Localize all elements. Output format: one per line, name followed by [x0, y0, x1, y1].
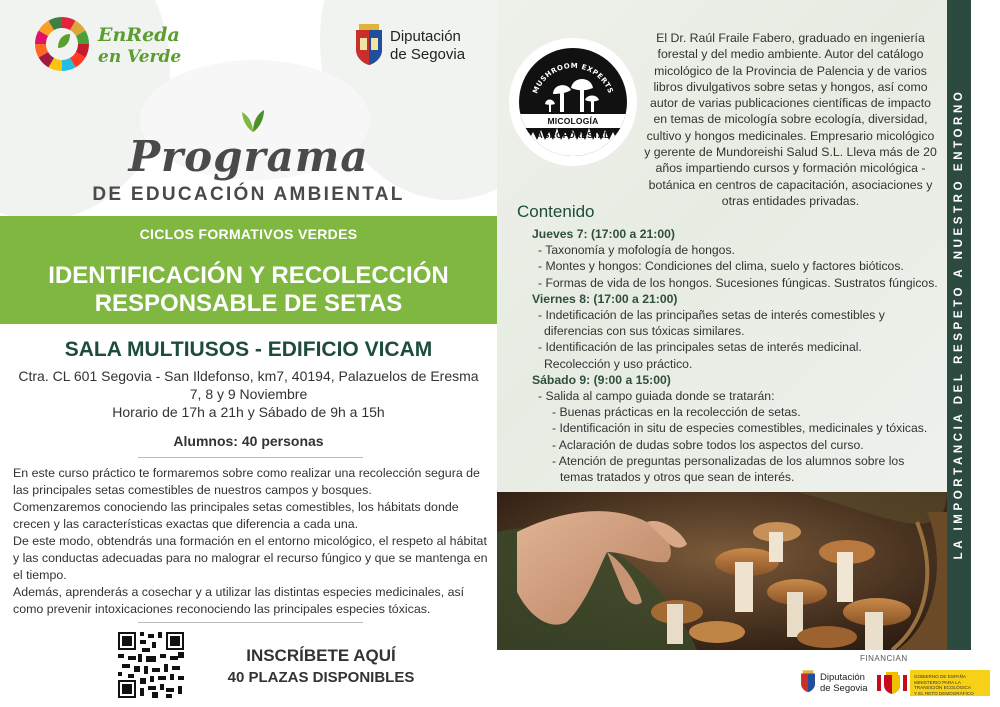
- description-paragraph: Comenzaremos conociendo las principales setas comestibles, los hábitats donde crecen y las características exactas que diferencia a cada una.: [13, 500, 459, 531]
- content-subitem-continued: temas tratados y otros que sean de interés.: [560, 470, 795, 485]
- left-panel: [0, 0, 497, 707]
- sdg-wheel-icon: [32, 14, 92, 74]
- day-heading: Sábado 9: (9:00 a 15:00): [532, 372, 671, 387]
- course-schedule: Horario de 17h a 21h y Sábado de 9h a 15h: [112, 404, 385, 420]
- content-item-continued: Recolección y uso práctico.: [544, 356, 693, 371]
- venue-name: SALA MULTIUSOS - EDIFICIO VICAM: [64, 338, 433, 361]
- slogan-text: LA IMPORTANCIA DEL RESPETO A NUESTRO ENTORNO: [953, 88, 965, 560]
- description-paragraph: Además, aprenderás a cosechar y a utilizar las distintas especies medicinales, así como prevenir intoxicaciones reconociendo las principales especies tóxicas.: [13, 585, 465, 616]
- course-content: [532, 226, 942, 485]
- diputacion-logo-line2: de Segovia: [390, 46, 466, 63]
- instructor-bio: El Dr. Raúl Fraile Fabero, graduado en ingeniería forestal y del medio ambiente. Autor del catálogo micológico de la Provincia de Palencia y de varios libros divulgativos sobre setas y hongos, así como autor de varias publicaciones científicas de impacto en temas de micología sobre ecología, diversidad, cultivo y hongos medicinales. Empresario micológico y gerente de Mundoreishi Salud S.L. Lleva más de 20 años impartiendo cursos y formación micológica - botánica en centros de capacitación, asociaciones y otras entidades privadas.: [644, 31, 937, 208]
- financian-label: FINANCIAN: [860, 654, 908, 663]
- content-item: - Identificación de las principales setas de interés medicinal.: [538, 340, 862, 355]
- enreda-logo-line1: EnReda: [98, 24, 180, 46]
- diputacion-logo-text: [390, 28, 465, 64]
- diputacion-segovia-logo: [354, 24, 484, 72]
- segovia-shield-icon: [354, 24, 384, 66]
- program-title: Programa: [128, 132, 369, 181]
- course-title-line1: IDENTIFICACIÓN Y RECOLECCIÓN: [48, 262, 449, 289]
- description-paragraph: En este curso práctico te formaremos sobre como realizar una recolección segura de las principales setas comestibles de nuestros campos y bosques.: [13, 466, 480, 497]
- mushroom-basket-photo: [497, 492, 947, 650]
- content-item: - Taxonomía y mofología de hongos.: [538, 243, 735, 258]
- course-title: [0, 262, 497, 318]
- venue-details: [0, 367, 497, 421]
- description-paragraph: De este modo, obtendrás una formación en el entorno micológico, el respeto al hábitat y las conductas adecuadas para no malograr el recurso fúngico y que se mantenga en el tiempo.: [13, 534, 488, 582]
- places-available: 40 PLAZAS DISPONIBLES: [227, 669, 415, 686]
- footer-diputacion-line1: Diputación: [820, 672, 865, 683]
- content-subitem: - Identificación in situ de especies comestibles, medicinales y tóxicas.: [552, 421, 928, 436]
- gobierno-text: [914, 674, 988, 696]
- segovia-shield-icon: [800, 670, 816, 693]
- gobierno-line1: GOBIERNO DE ESPAÑA: [914, 674, 966, 679]
- badge-arc-text: MUSHROOM EXPERTS: [531, 61, 615, 95]
- diputacion-logo-line1: Diputación: [390, 28, 461, 45]
- course-title-line2: RESPONSABLE DE SETAS: [94, 290, 403, 317]
- footer-diputacion-line2: de Segovia: [820, 683, 868, 694]
- content-item: - Salida al campo guiada donde se tratarán:: [538, 389, 775, 404]
- register-cta[interactable]: [206, 645, 436, 689]
- divider: [138, 457, 363, 458]
- gobierno-line3: Y EL RETO DEMOGRÁFICO: [914, 690, 974, 696]
- content-subitem: - Buenas prácticas en la recolección de setas.: [552, 405, 801, 420]
- contenido-heading: Contenido: [517, 202, 595, 221]
- vertical-slogan-strip: [947, 0, 971, 650]
- enreda-logo-line2: en Verde: [98, 47, 182, 67]
- footer-diputacion-text: [820, 672, 868, 694]
- course-dates: 7, 8 y 9 Noviembre: [189, 386, 308, 402]
- micologia-agroforestal-badge: [509, 38, 637, 166]
- content-subitem: - Aclaración de dudas sobre todos los aspectos del curso.: [552, 437, 864, 452]
- right-panel: [497, 0, 947, 492]
- gobierno-espana-logo: [874, 670, 990, 696]
- venue-address: Ctra. CL 601 Segovia - San Ildefonso, km7, 40194, Palazuelos de Eresma: [18, 368, 479, 384]
- sprout-icon: [240, 108, 266, 134]
- register-label: INSCRÍBETE AQUÍ: [246, 646, 396, 665]
- students-count: Alumnos: 40 personas: [173, 433, 324, 449]
- content-item: - Formas de vida de los hongos. Sucesiones fúngicas. Sustratos fúngicos.: [538, 275, 938, 290]
- enreda-en-verde-logo: [32, 14, 182, 78]
- gobierno-line2: MINISTERIO PARA LA TRANSICIÓN ECOLÓGICA: [914, 679, 971, 691]
- svg-text:MUSHROOM EXPERTS: [531, 62, 614, 95]
- day-heading: Viernes 8: (17:00 a 21:00): [532, 291, 678, 306]
- qr-code-icon[interactable]: [118, 632, 184, 698]
- day-heading: Jueves 7: (17:00 a 21:00): [532, 227, 675, 241]
- badge-label: MICOLOGÍA AGROFORESTAL: [519, 114, 627, 128]
- program-subtitle: DE EDUCACIÓN AMBIENTAL: [92, 184, 405, 205]
- spain-coat-of-arms-icon: [874, 670, 910, 696]
- course-description: [13, 465, 493, 618]
- footer-diputacion-logo: [800, 668, 870, 698]
- content-subitem: - Atención de preguntas personalizadas de los alumnos sobre los: [552, 453, 905, 468]
- content-item: - Indetificación de las principañes setas de interés comestibles y: [538, 308, 885, 323]
- content-item-continued: diferencias con sus tóxicas similares.: [544, 324, 745, 339]
- ciclos-label: CICLOS FORMATIVOS VERDES: [139, 226, 358, 242]
- badge-inner: [519, 48, 627, 156]
- divider: [138, 622, 363, 623]
- enreda-logo-text: [98, 24, 181, 68]
- content-item: - Montes y hongos: Condiciones del clima, suelo y factores bióticos.: [538, 259, 904, 274]
